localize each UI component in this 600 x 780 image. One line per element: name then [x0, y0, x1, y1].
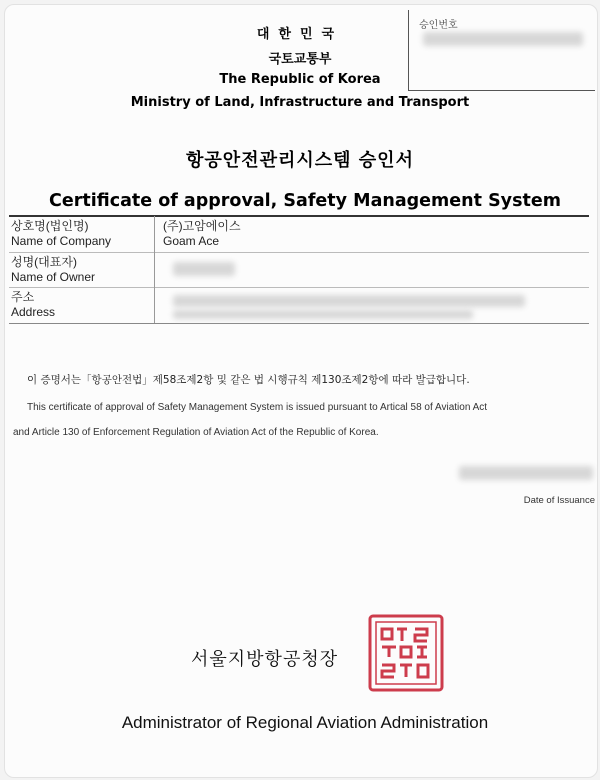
table-row-address — [11, 290, 151, 320]
date-of-issuance-label: Date of Issuance — [523, 495, 595, 506]
approval-number-redacted — [423, 32, 583, 46]
statement-en-line1: This certificate of approval of Safety Management System is issued pursuant to Artical 58 of Aviation Act — [27, 402, 488, 413]
table-bottom-rule — [9, 323, 589, 324]
statement-kr: 이 증명서는「항공안전법」제58조제2항 및 같은 법 시행규칙 제130조제2항에 따라 발급합니다. — [27, 374, 470, 386]
approval-number-label: 승인번호 — [419, 20, 458, 31]
address-label-en: Address — [11, 305, 56, 319]
company-value-kr: (주)고암에이스 — [163, 219, 241, 233]
address-value-redacted — [173, 295, 525, 307]
signatory-en: Administrator of Regional Aviation Administration — [121, 713, 489, 732]
owner-label-kr: 성명(대표자) — [11, 255, 77, 269]
company-value — [163, 219, 463, 249]
owner-label-en: Name of Owner — [11, 270, 96, 284]
company-label-en: Name of Company — [11, 234, 112, 248]
statement-en-line2: and Article 130 of Enforcement Regulation of Aviation Act of the Republic of Korea. — [13, 427, 379, 438]
owner-value-redacted — [173, 262, 235, 276]
statement-en — [13, 395, 593, 445]
country-name-kr: 대한민국 — [256, 27, 344, 42]
certificate-title-kr: 항공안전관리시스템 승인서 — [186, 150, 414, 171]
country-name-en: The Republic of Korea — [219, 72, 381, 87]
table-row-company — [11, 219, 151, 249]
table-top-rule — [9, 215, 589, 217]
table-row-owner — [11, 255, 151, 285]
ministry-name-kr: 국토교통부 — [268, 52, 332, 67]
certificate-title-en: Certificate of approval, Safety Management System — [49, 191, 561, 211]
company-value-en: Goam Ace — [163, 234, 220, 248]
issue-date-redacted — [459, 466, 593, 480]
address-label-kr: 주소 — [11, 290, 35, 304]
ministry-name-en: Ministry of Land, Infrastructure and Transport — [130, 95, 470, 110]
official-seal-icon — [367, 613, 445, 693]
table-row-divider — [9, 252, 589, 253]
certificate-page — [4, 4, 598, 778]
address-value-redacted — [173, 310, 473, 319]
signatory-kr: 서울지방항공청장 — [191, 649, 339, 670]
table-column-divider — [154, 216, 155, 323]
company-label-kr: 상호명(법인명) — [11, 219, 89, 233]
table-row-divider — [9, 287, 589, 288]
